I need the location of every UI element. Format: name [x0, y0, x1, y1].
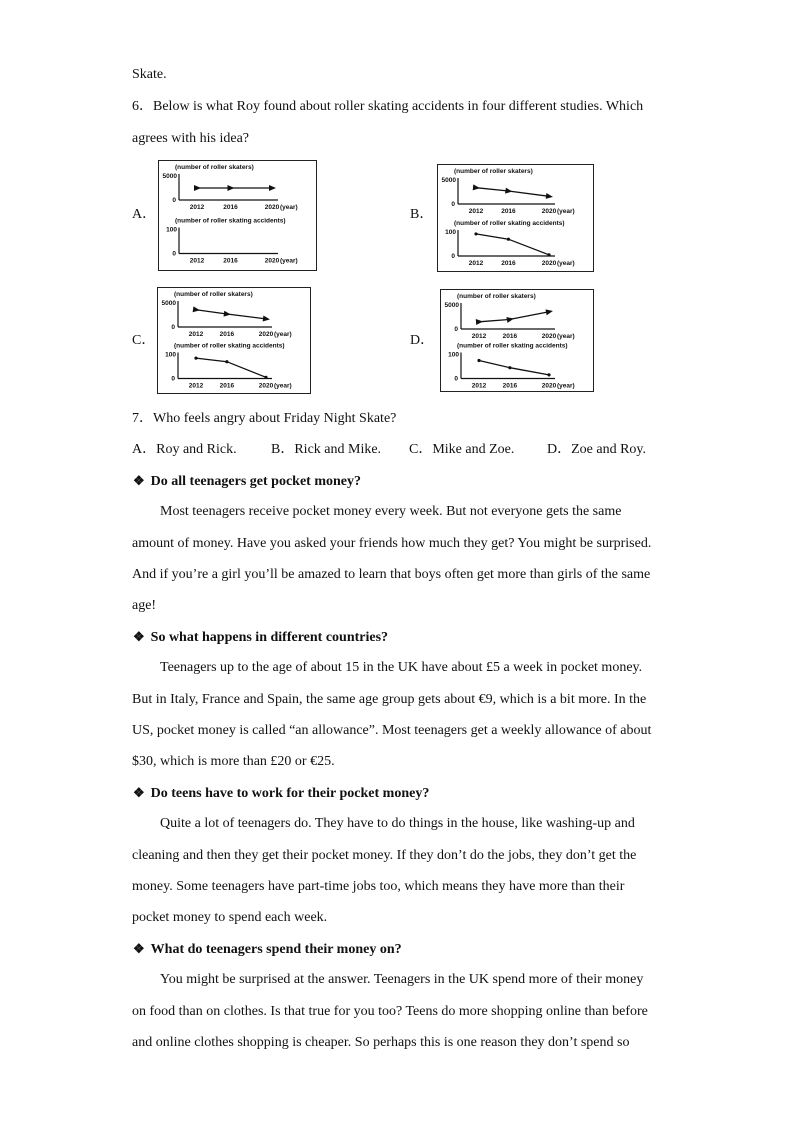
accidents-chart-x-tick-label: 2012 [189, 257, 205, 265]
accidents-chart-x-tick-label: 2012 [471, 382, 487, 390]
q7-answer-c[interactable]: C．Mike and Zoe. [409, 442, 515, 457]
accidents-chart-yzero-label: 0 [451, 253, 455, 260]
q7-answer-a[interactable]: A．Roy and Rick. [132, 442, 237, 457]
skaters-chart-x-tick-label: 2012 [188, 331, 204, 338]
accidents-chart-yzero-label: 0 [172, 250, 176, 258]
accidents-chart-data-point [264, 376, 267, 379]
option-a-chart[interactable] [158, 160, 317, 271]
accidents-chart-ymax-label: 100 [165, 351, 176, 359]
skaters-chart-x-tick-label: 2016 [223, 204, 238, 211]
skaters-chart-yzero-label: 0 [454, 326, 458, 333]
accidents-chart-title: (number of roller skating accidents) [174, 342, 285, 350]
accidents-chart-ymax-label: 100 [448, 351, 459, 359]
question-7-stem: 7．Who feels angry about Friday Night Skate? [132, 411, 397, 426]
accidents-chart-data-point [547, 253, 550, 256]
option-d-chart[interactable] [440, 289, 594, 392]
accidents-chart-x-tick-label: 2016 [223, 257, 238, 265]
q7-answer-b[interactable]: B．Rick and Mike. [271, 442, 382, 457]
question-6-stem-line2: agrees with his idea? [132, 131, 250, 146]
paragraph-line: And if you’re a girl you’ll be amazed to learn that boys often get more than girls of the same [132, 567, 651, 582]
section-heading-text: So what happens in different countries? [150, 630, 389, 645]
accidents-chart-x-axis-label: (year) [557, 382, 575, 390]
accidents-chart-title: (number of roller skating accidents) [454, 220, 565, 227]
skaters-chart-title: (number of roller skaters) [175, 164, 254, 171]
skaters-chart-series-line [196, 310, 266, 319]
paragraph-line: US, pocket money is called “an allowance”. Most teenagers get a weekly allowance of about [132, 723, 652, 738]
option-d-label: D． [410, 333, 435, 348]
paragraph-line: on food than on clothes. Is that true for you too? Teens do more shopping online than before [132, 1004, 648, 1019]
q7-answer-d[interactable]: D．Zoe and Roy. [547, 442, 647, 457]
diamond-bullet-icon: ❖ [133, 941, 145, 956]
skaters-chart-x-tick-label: 2016 [501, 208, 516, 215]
section-heading [133, 472, 361, 491]
option-c-label: C． [132, 333, 156, 348]
skaters-chart-data-point [269, 185, 276, 191]
option-b-label: B． [410, 207, 434, 222]
section-heading [133, 628, 388, 647]
accidents-chart-x-tick-label: 2020 [541, 260, 557, 267]
accidents-chart-data-point [194, 357, 197, 360]
accidents-chart-data-point [474, 232, 477, 235]
diamond-bullet-icon: ❖ [133, 473, 145, 488]
accidents-chart-yzero-label: 0 [454, 375, 458, 383]
accidents-chart-x-tick-label: 2016 [502, 382, 518, 390]
section-heading [133, 940, 402, 959]
section-heading [133, 784, 429, 803]
accidents-chart-x-tick-label: 2012 [468, 260, 484, 267]
skaters-chart-ymax-label: 5000 [441, 177, 456, 184]
skaters-chart-data-point [194, 185, 201, 191]
accidents-chart-title: (number of roller skating accidents) [175, 217, 286, 225]
skaters-chart-x-tick-label: 2020 [541, 208, 557, 215]
accidents-chart-data-point [477, 359, 480, 362]
skaters-chart-title: (number of roller skaters) [174, 291, 253, 298]
skaters-chart-title: (number of roller skaters) [457, 293, 536, 300]
skaters-chart-ymax-label: 5000 [444, 302, 459, 309]
option-c-chart-svg [158, 288, 310, 393]
skaters-chart-yzero-label: 0 [172, 197, 176, 204]
skaters-chart-x-tick-label: 2012 [468, 208, 484, 215]
diamond-bullet-icon: ❖ [133, 785, 145, 800]
accidents-chart-x-axis-label: (year) [280, 257, 298, 265]
accidents-chart-title: (number of roller skating accidents) [457, 342, 568, 350]
accidents-chart-ymax-label: 100 [445, 229, 456, 236]
option-b-chart[interactable] [437, 164, 594, 272]
accidents-chart-x-tick-label: 2016 [219, 382, 235, 390]
skaters-chart-title: (number of roller skaters) [454, 168, 533, 175]
paragraph-line: Teenagers up to the age of about 15 in the UK have about £5 a week in pocket money. [160, 660, 643, 675]
accidents-chart-x-tick-label: 2020 [258, 382, 274, 390]
option-c-chart[interactable] [157, 287, 311, 394]
skaters-chart-x-axis-label: (year) [280, 204, 298, 211]
section-heading-text: What do teenagers spend their money on? [150, 942, 402, 957]
skaters-chart-series-line [476, 188, 549, 197]
paragraph-line: amount of money. Have you asked your friends how much they get? You might be surprised. [132, 536, 652, 551]
skaters-chart-x-axis-label: (year) [557, 208, 575, 215]
skaters-chart-series-line [479, 312, 549, 322]
option-d-chart-svg [441, 290, 593, 391]
accidents-chart-x-tick-label: 2020 [541, 382, 557, 390]
paragraph-line: money. Some teenagers have part-time jobs too, which means they have more than their [132, 879, 625, 894]
accidents-chart-x-axis-label: (year) [274, 382, 292, 390]
skaters-chart-data-point [224, 311, 232, 318]
accidents-chart-x-tick-label: 2020 [264, 257, 280, 265]
accidents-chart-series-line [196, 358, 266, 377]
skaters-chart-x-tick-label: 2012 [189, 204, 205, 211]
skaters-chart-ymax-label: 5000 [161, 300, 176, 307]
skaters-chart-x-axis-label: (year) [274, 331, 292, 338]
skaters-chart-data-point [546, 193, 554, 200]
paragraph-line: age! [132, 598, 157, 613]
paragraph-line: Most teenagers receive pocket money every week. But not everyone gets the same [160, 504, 622, 519]
skaters-chart-data-point [505, 188, 513, 195]
accidents-chart-ymax-label: 100 [166, 226, 177, 234]
skaters-chart-x-tick-label: 2020 [264, 204, 280, 211]
skaters-chart-data-point [476, 318, 483, 325]
paragraph-line: But in Italy, France and Spain, the same age group gets about €9, which is a bit more. In the [132, 692, 647, 707]
skaters-chart-ymax-label: 5000 [162, 173, 177, 180]
paragraph-line: and online clothes shopping is cheaper. So perhaps this is one reason they don’t spend so [132, 1035, 630, 1050]
accidents-chart-data-point [507, 238, 510, 241]
paragraph-line: Quite a lot of teenagers do. They have to do things in the house, like washing-up and [160, 816, 635, 831]
accidents-chart-series-line [476, 234, 549, 255]
skaters-chart-data-point [545, 308, 553, 315]
option-a-label: A． [132, 207, 157, 222]
accidents-chart-data-point [547, 373, 550, 376]
accidents-chart-x-tick-label: 2016 [501, 260, 516, 267]
accidents-chart-data-point [508, 366, 511, 369]
paragraph-line: $30, which is more than £20 or €25. [132, 754, 335, 769]
accidents-chart-data-point [225, 360, 228, 363]
previous-text-tail: Skate. [132, 67, 167, 82]
skaters-chart-x-tick-label: 2016 [219, 331, 235, 338]
skaters-chart-x-axis-label: (year) [557, 333, 575, 340]
accidents-chart-series-line [479, 361, 549, 375]
skaters-chart-x-tick-label: 2012 [471, 333, 487, 340]
accidents-chart-x-tick-label: 2012 [188, 382, 204, 390]
paragraph-line: cleaning and then they get their pocket money. If they don’t do the jobs, they don’t get the [132, 848, 637, 863]
option-a-chart-svg [159, 161, 316, 270]
section-heading-text: Do teens have to work for their pocket money? [150, 786, 430, 801]
accidents-chart-yzero-label: 0 [171, 375, 175, 383]
skaters-chart-x-tick-label: 2020 [541, 333, 557, 340]
skaters-chart-x-tick-label: 2020 [258, 331, 274, 338]
section-heading-text: Do all teenagers get pocket money? [150, 474, 361, 489]
accidents-chart-x-axis-label: (year) [557, 260, 575, 267]
question-6-stem-line1: 6．Below is what Roy found about roller skating accidents in four different studies. Which [132, 99, 644, 114]
skaters-chart-data-point [263, 315, 271, 322]
option-b-chart-svg [438, 165, 593, 271]
diamond-bullet-icon: ❖ [133, 629, 145, 644]
skaters-chart-data-point [227, 185, 234, 191]
skaters-chart-yzero-label: 0 [451, 201, 455, 208]
skaters-chart-x-tick-label: 2016 [502, 333, 518, 340]
paragraph-line: You might be surprised at the answer. Teenagers in the UK spend more of their money [160, 972, 644, 987]
skaters-chart-yzero-label: 0 [171, 324, 175, 331]
skaters-chart-data-point [473, 184, 481, 191]
paragraph-line: pocket money to spend each week. [132, 910, 328, 925]
